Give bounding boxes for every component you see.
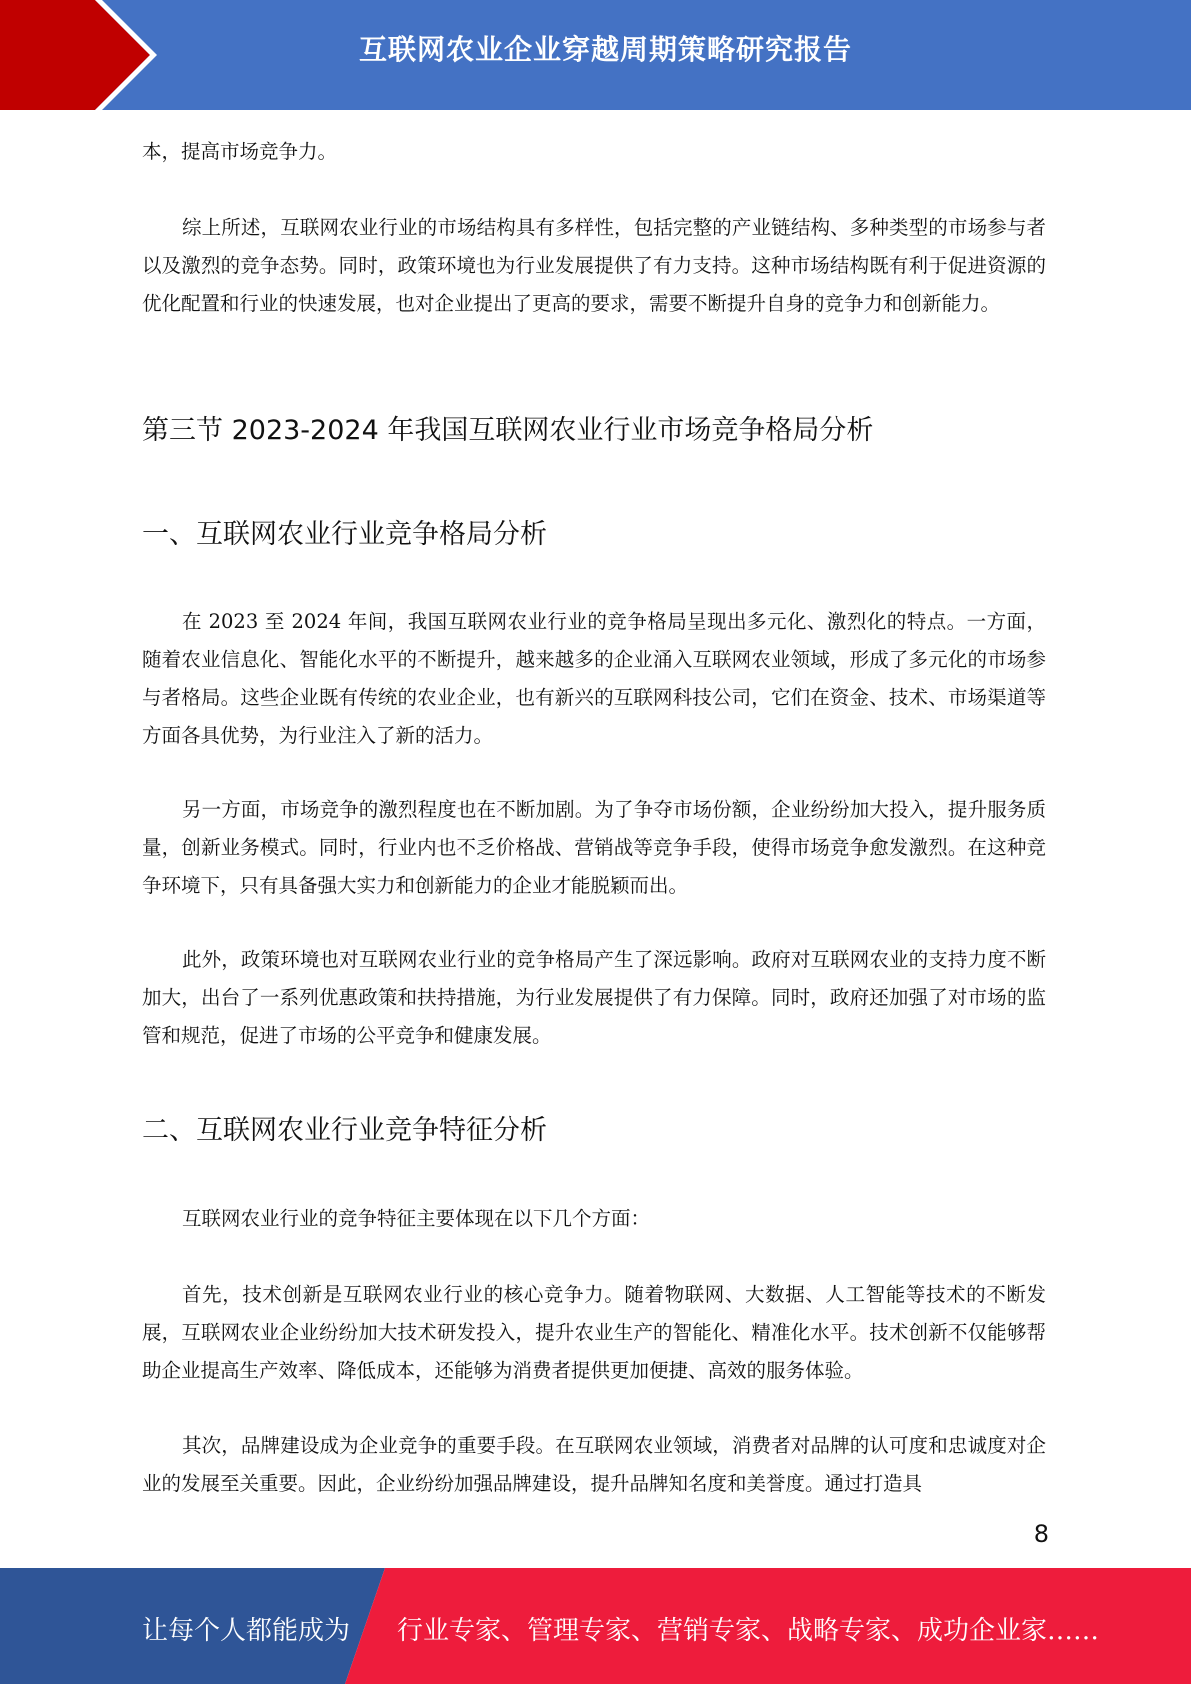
- page-number: 8: [1033, 1520, 1049, 1548]
- paragraph-competition-pattern: 在 2023 至 2024 年间，我国互联网农业行业的竞争格局呈现出多元化、激烈化的特点。一方面，随着农业信息化、智能化水平的不断提升，越来越多的企业涌入互联网农业领域，形成了多元化的市场参与者格局。这些企业既有传统的农业企业，也有新兴的互联网科技公司，它们在资金、技术、市场渠道等方面各具优势，为行业注入了新的活力。: [142, 610, 1046, 747]
- paragraph-policy: 此外，政策环境也对互联网农业行业的竞争格局产生了深远影响。政府对互联网农业的支持力度不断加大，出台了一系列优惠政策和扶持措施，为行业发展提供了有力保障。同时，政府还加强了对市场的监管和规范，促进了市场的公平竞争和健康发展。: [142, 948, 1046, 1047]
- paragraph-competition-intensity: 另一方面，市场竞争的激烈程度也在不断加剧。为了争夺市场份额，企业纷纷加大投入，提升服务质量，创新业务模式。同时，行业内也不乏价格战、营销战等竞争手段，使得市场竞争愈发激烈。在这种竞争环境下，只有具备强大实力和创新能力的企业才能脱颖而出。: [142, 798, 1046, 897]
- paragraph-brand-building: 其次，品牌建设成为企业竞争的重要手段。在互联网农业领域，消费者对品牌的认可度和忠诚度对企业的发展至关重要。因此，企业纷纷加强品牌建设，提升品牌知名度和美誉度。通过打造具: [142, 1434, 1046, 1495]
- page-footer: [0, 1568, 1191, 1684]
- paragraph-continued: 本，提高市场竞争力。: [142, 140, 338, 163]
- header-title: 互联网农业企业穿越周期策略研究报告: [358, 33, 852, 66]
- footer-slogan-right: 行业专家、管理专家、营销专家、战略专家、成功企业家……: [397, 1616, 1100, 1646]
- page-header: [0, 0, 1191, 110]
- subsection-heading-1: 一、互联网农业行业竞争格局分析: [142, 519, 547, 550]
- subsection-heading-2: 二、互联网农业行业竞争特征分析: [142, 1115, 547, 1146]
- paragraph-tech-innovation: 首先，技术创新是互联网农业行业的核心竞争力。随着物联网、大数据、人工智能等技术的不断发展，互联网农业企业纷纷加大技术研发投入，提升农业生产的智能化、精准化水平。技术创新不仅能够帮助企业提高生产效率、降低成本，还能够为消费者提供更加便捷、高效的服务体验。: [142, 1283, 1046, 1382]
- paragraph-features-intro: 互联网农业行业的竞争特征主要体现在以下几个方面：: [182, 1207, 651, 1230]
- section-title: 第三节 2023-2024 年我国互联网农业行业市场竞争格局分析: [142, 415, 874, 446]
- footer-slogan-left: 让每个人都能成为: [142, 1616, 351, 1646]
- paragraph-summary: 综上所述，互联网农业行业的市场结构具有多样性，包括完整的产业链结构、多种类型的市场参与者以及激烈的竞争态势。同时，政策环境也为行业发展提供了有力支持。这种市场结构既有利于促进资源的优化配置和行业的快速发展，也对企业提出了更高的要求，需要不断提升自身的竞争力和创新能力。: [142, 216, 1046, 315]
